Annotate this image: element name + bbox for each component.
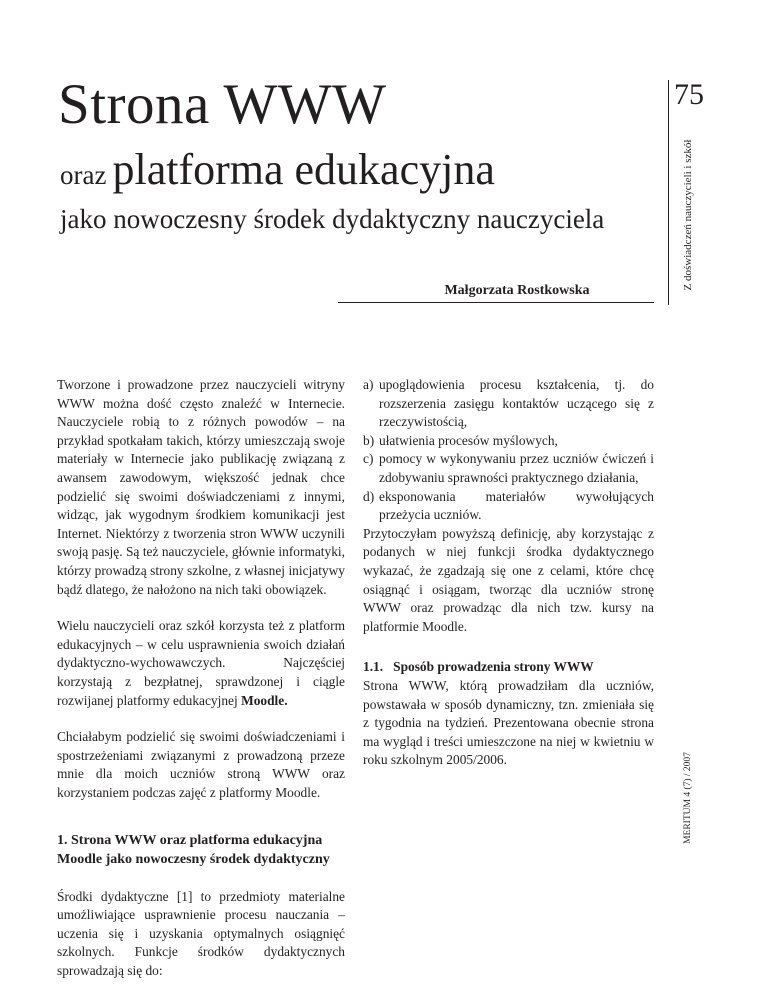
list-item	[363, 450, 654, 487]
paragraph-site-management: Strona WWW, którą prowadziłam dla uczniów, powstawała w sposób dynamiczny, tzn. zmieniała się z tygodnia na tydzień. Prezentowana obecnie strona ma wygląd i treści umieszczone na niej w kwietniu w roku szkolnym 2005/2006.	[363, 677, 654, 768]
functions-list	[363, 376, 654, 525]
journal-label: MERITUM 4 (7) / 2007	[683, 751, 693, 844]
list-item-label: b)	[363, 432, 375, 448]
author-name: Małgorzata Rostkowska	[444, 283, 590, 298]
list-item-text: ułatwienia procesów myślowych,	[379, 432, 558, 448]
list-item-text: upoglądowienia procesu kształcenia, tj. do rozszerzenia zasięgu kontaktów uczącego się z rzeczywistością,	[379, 377, 654, 430]
list-item	[363, 488, 654, 525]
list-item	[363, 376, 654, 432]
list-item-text: eksponowania materiałów wywołujących przeżycia uczniów.	[379, 488, 654, 523]
moodle-emphasis: Moodle.	[241, 692, 288, 708]
article-subtitle: jako nowoczesny środek dydaktyczny nauczyciela	[60, 204, 605, 234]
paragraph-platforms-text: Wielu nauczycieli oraz szkół korzysta też z platform edukacyjnych – w celu usprawnienia swoich działań dydaktyczno-wychowawczych. Najczęściej korzystają z bezpłatnej, sprawdzonej i ciągle rozwijanej platformy edukacyjnej	[57, 618, 345, 708]
title-platform: platforma edukacyjna	[112, 145, 495, 194]
left-column	[57, 376, 345, 981]
section-heading-1-1: 1.1. Sposób prowadzenia strony WWW	[363, 659, 594, 675]
list-item-text: pomocy w wykonywaniu przez uczniów ćwiczeń i zdobywaniu sprawności praktycznego działania,	[379, 451, 654, 485]
sidebar-rule	[668, 80, 669, 305]
list-item-label: a)	[363, 377, 374, 392]
title-oraz: oraz	[60, 160, 107, 190]
list-item-label: d)	[363, 488, 375, 504]
paragraph-definition-use: Przytoczyłam powyższą definicję, aby korzystając z podanych w niej funkcji środka dydaktycznego wykazać, że zgadzają się one z celami, które chcę osiągnąć i osiągam, tworząc dla uczniów stronę WWW oraz prowadząc dla nich tzw. kursy na platformie Moodle.	[363, 525, 654, 634]
right-column	[363, 376, 654, 770]
section-heading-1: 1. Strona WWW oraz platforma edukacyjna Moodle jako nowoczesny środek dydaktyczny	[57, 833, 330, 868]
paragraph-platforms	[57, 617, 345, 710]
section-title-vertical	[682, 120, 694, 310]
page-number: 75	[674, 78, 704, 111]
journal-label-vertical	[682, 705, 694, 890]
paragraph-definition: Środki dydaktyczne [1] to przedmioty materialne umożliwiające usprawnienie procesu nauczania – uczenia się i uzyskania optymalnych osiągnięć szkolnych. Funkcje środków dydaktycznych sprowadzają się do:	[57, 888, 345, 979]
list-item	[363, 432, 654, 451]
section-title: Z doświadczeń nauczycieli i szkół	[682, 139, 694, 291]
paragraph-intro: Tworzone i prowadzone przez nauczycieli witryny WWW można dość często znaleźć w Internecie. Nauczyciele robią to z różnych powodów – na przykład spotkałam takich, którzy umieszczają swoje materiały w Internecie jako publikację związaną z awansem zawodowym, większość jednak chce podzielić się swoimi doświadczeniami z innymi, widząc, jak wygodnym środkiem komunikacji jest Internet. Niektórzy z tworzenia stron WWW uczynili swoją pasję. Są też nauczyciele, głównie informatyki, którzy prowadzą strony szkolne, z własnej inicjatywy bądź dlatego, że nałożono na nich taki obowiązek.	[57, 377, 345, 597]
article-title: Strona WWW	[58, 73, 387, 136]
paragraph-purpose: Chciałabym podzielić się swoimi doświadczeniami i spostrzeżeniami związanymi z prowadzoną przeze mnie dla moich uczniów stroną WWW oraz korzystaniem podczas zajęć z platformy Moodle.	[57, 729, 345, 800]
list-item-label: c)	[363, 451, 374, 467]
author-divider	[338, 302, 654, 303]
article-title-line2	[60, 145, 495, 194]
